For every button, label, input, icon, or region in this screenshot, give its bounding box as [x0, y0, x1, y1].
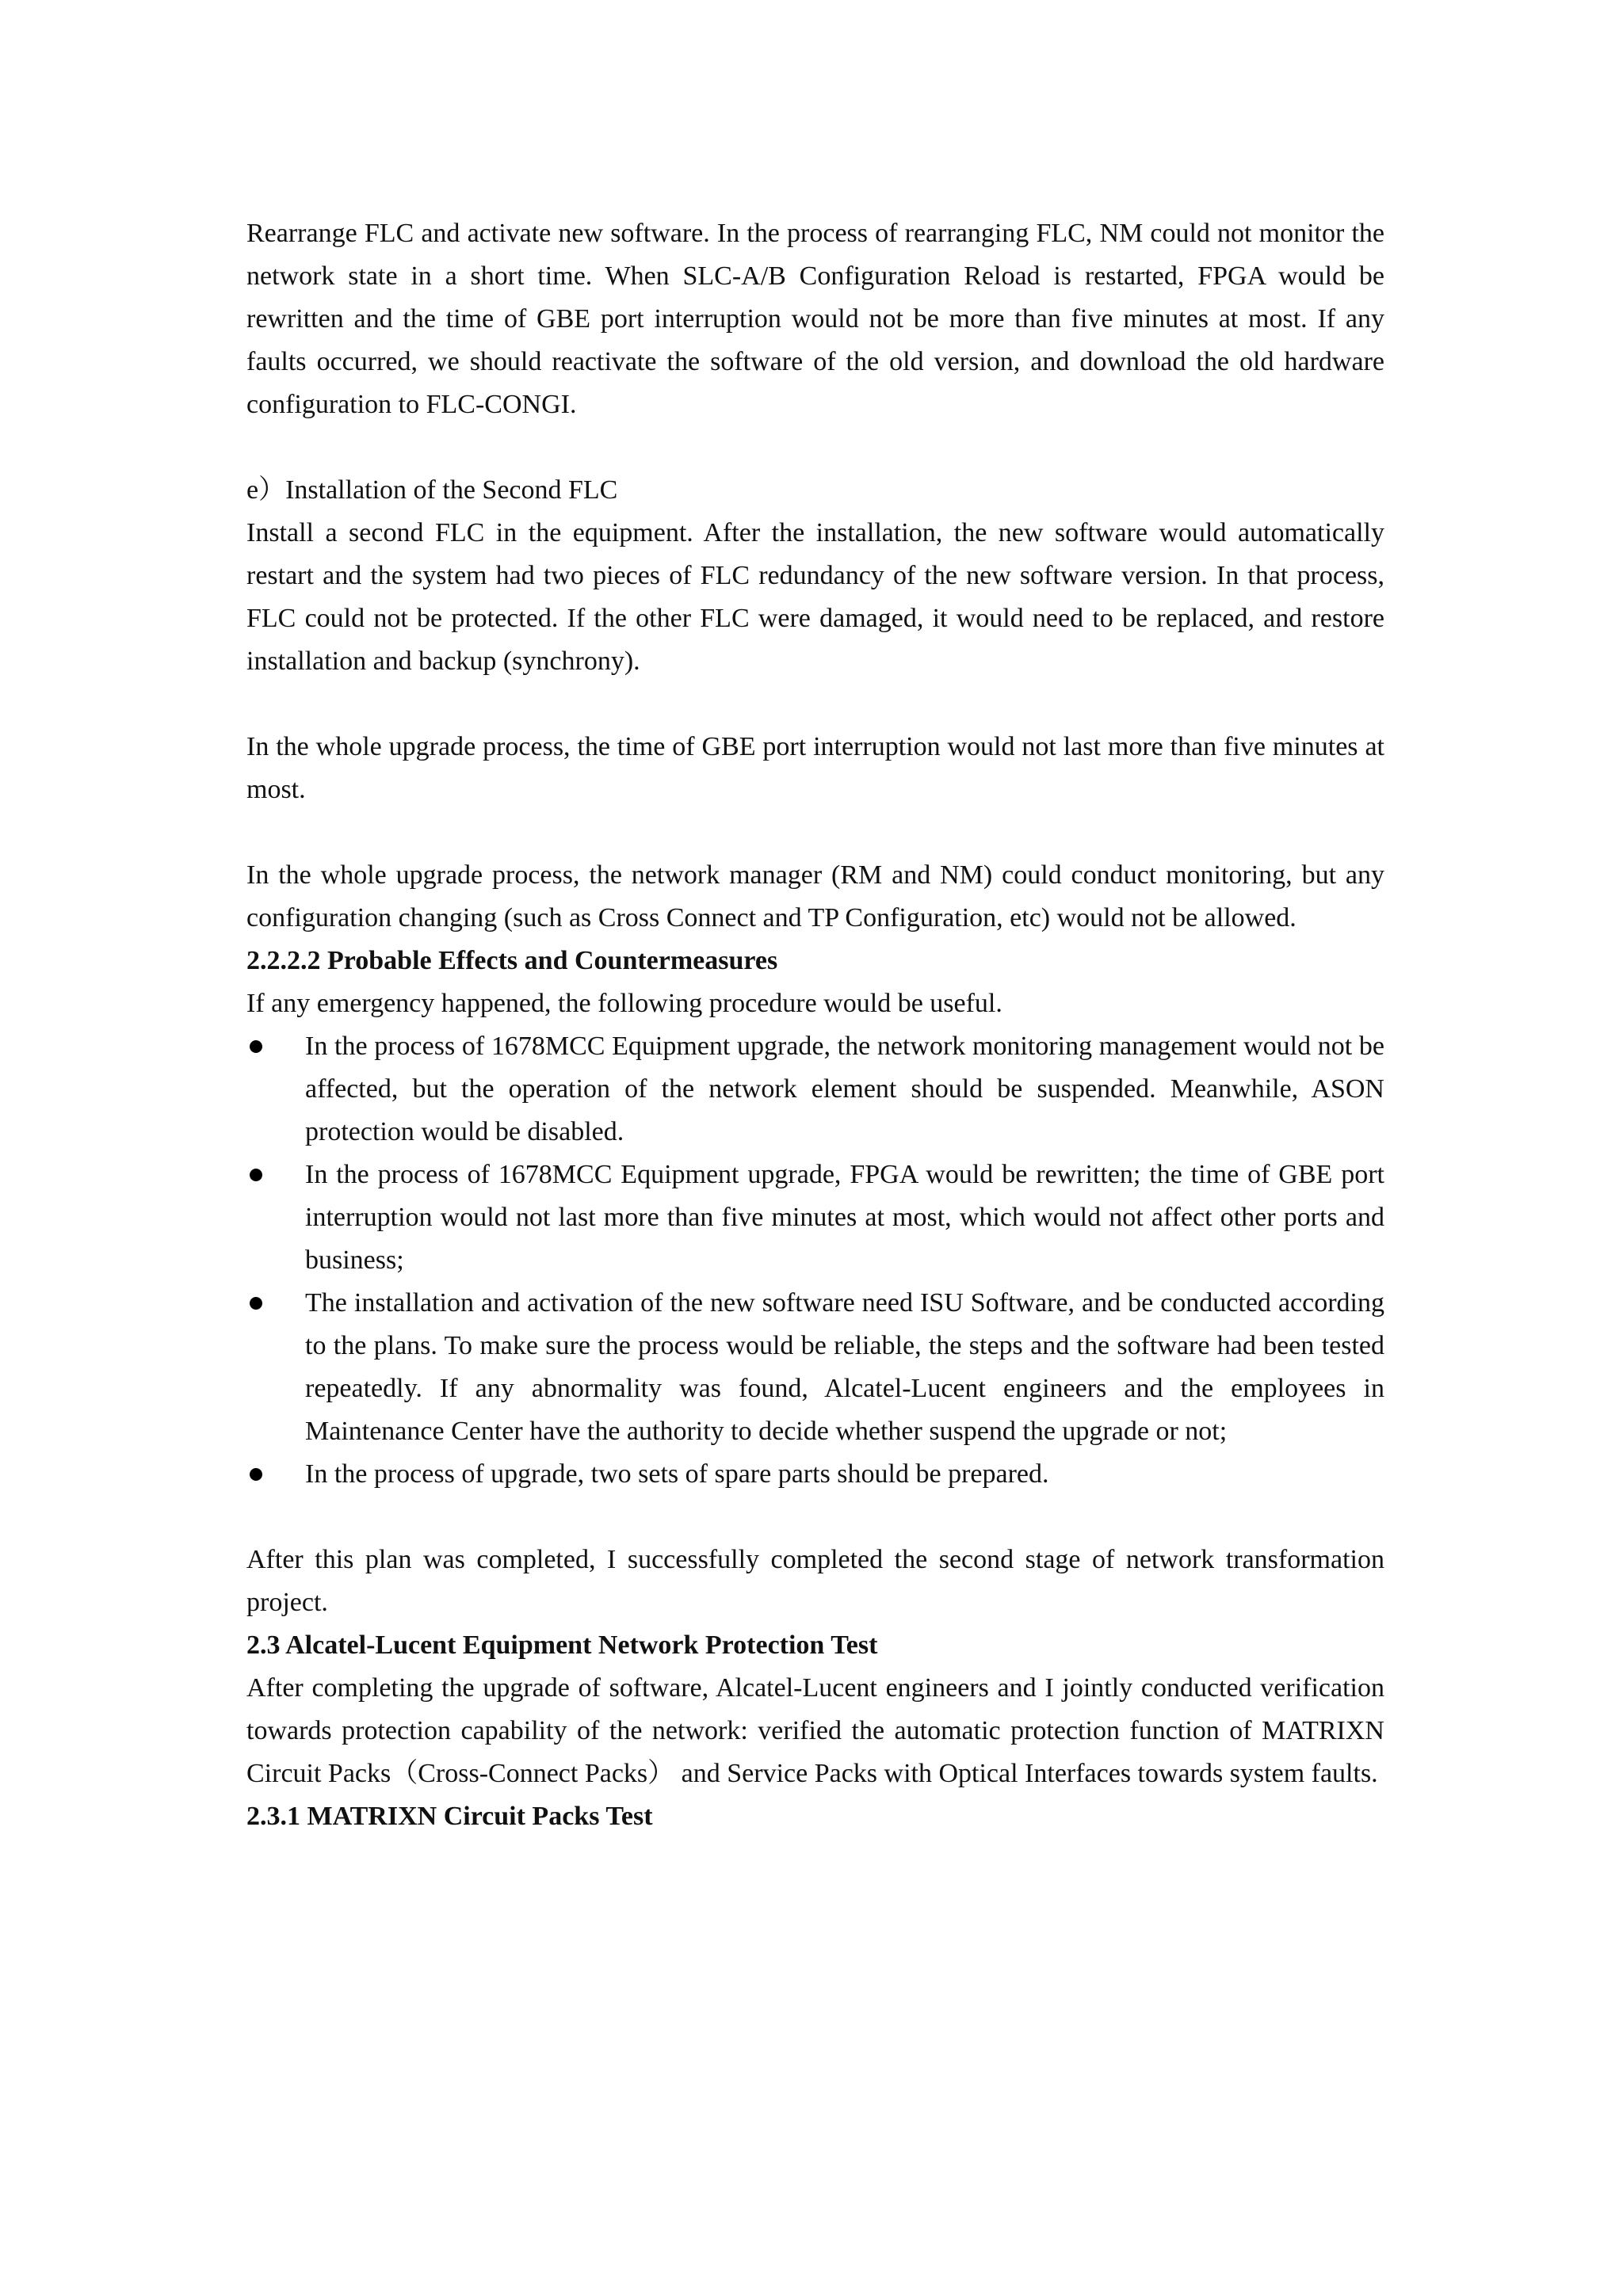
- section-intro-2222: If any emergency happened, the following procedure would be useful.: [246, 989, 1002, 1018]
- list-item-text: In the process of 1678MCC Equipment upgrade, the network monitoring management would not be affected, but the operation of the network element should be suspended. Meanwhile, ASON protection would be disabled.: [305, 1032, 1384, 1146]
- subsection-title-second-flc: e）Installation of the Second FLC: [246, 475, 618, 505]
- paragraph-plan-completed: After this plan was completed, I successfully completed the second stage of network transformation project.: [246, 1545, 1384, 1617]
- list-item: [246, 1025, 1384, 1154]
- paragraph-rearrange-flc: Rearrange FLC and activate new software. In the process of rearranging FLC, NM could not monitor the network state in a short time. When SLC-A/B Configuration Reload is restarted, FPGA would be rewritten and the time of GBE port interruption would not be more than five minutes at most. If any faults occurred, we should reactivate the software of the old version, and download the old hardware configuration to FLC-CONGI.: [246, 219, 1384, 419]
- section-heading-2222: 2.2.2.2 Probable Effects and Countermeasures: [246, 946, 778, 975]
- bullet-dot-icon: [250, 1297, 262, 1310]
- list-item-text: The installation and activation of the new software need ISU Software, and be conducted according to the plans. To make sure the process would be reliable, the steps and the software had been tested repeatedly. If any abnormality was found, Alcatel-Lucent engineers and the employees in Maintenance Center have the authority to decide whether suspend the upgrade or not;: [305, 1288, 1384, 1446]
- list-item: [246, 1453, 1384, 1496]
- section-heading-23: 2.3 Alcatel-Lucent Equipment Network Protection Test: [246, 1630, 878, 1660]
- document-page: [246, 212, 1384, 1838]
- list-item: [246, 1282, 1384, 1453]
- paragraph-gbe-interruption: In the whole upgrade process, the time of GBE port interruption would not last more than five minutes at most.: [246, 732, 1384, 804]
- paragraph-protection-test: After completing the upgrade of software, Alcatel-Lucent engineers and I jointly conducted verification towards protection capability of the network: verified the automatic protection function of MATRIXN Circuit Packs（Cross-Connect Packs） and Service Packs with Optical Interfaces towards system faults.: [246, 1673, 1384, 1788]
- list-item-text: In the process of 1678MCC Equipment upgrade, FPGA would be rewritten; the time of GBE port interruption would not last more than five minutes at most, which would not affect other ports and business;: [305, 1160, 1384, 1275]
- bullet-dot-icon: [250, 1468, 262, 1481]
- bullet-dot-icon: [250, 1169, 262, 1181]
- bullet-list: [246, 1025, 1384, 1496]
- section-heading-231: 2.3.1 MATRIXN Circuit Packs Test: [246, 1802, 653, 1831]
- paragraph-network-manager: In the whole upgrade process, the network manager (RM and NM) could conduct monitoring, but any configuration changing (such as Cross Connect and TP Configuration, etc) would not be allowed.: [246, 860, 1384, 933]
- paragraph-second-flc: Install a second FLC in the equipment. After the installation, the new software would automatically restart and the system had two pieces of FLC redundancy of the new software version. In that process, FLC could not be protected. If the other FLC were damaged, it would need to be replaced, and restore installation and backup (synchrony).: [246, 518, 1384, 676]
- list-item-text: In the process of upgrade, two sets of spare parts should be prepared.: [305, 1459, 1049, 1489]
- list-item: [246, 1154, 1384, 1282]
- bullet-dot-icon: [250, 1040, 262, 1053]
